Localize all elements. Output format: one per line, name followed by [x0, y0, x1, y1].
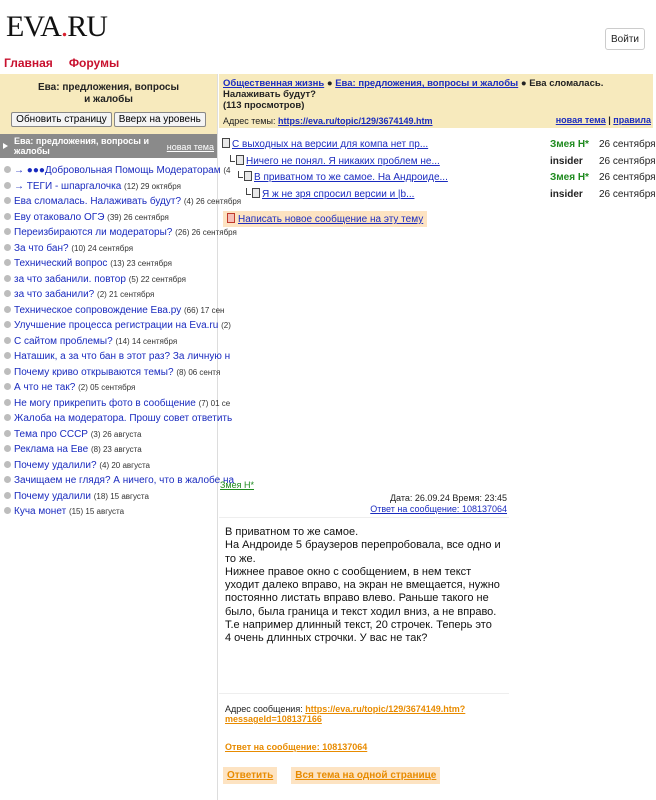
topic-meta: (4) 26 сентября	[183, 197, 242, 206]
bullet-icon	[4, 228, 11, 235]
topic-link[interactable]: А что не так?	[14, 382, 76, 393]
topic-meta: (12) 29 октября	[124, 181, 181, 191]
topic-row[interactable]	[0, 225, 237, 241]
refresh-page-button[interactable]: Обновить страницу	[11, 112, 112, 127]
topic-link[interactable]: Ева сломалась. Налаживать будут?	[14, 196, 182, 207]
reply-button[interactable]: Ответить	[223, 767, 277, 784]
main-panel	[219, 74, 656, 800]
new-document-icon	[227, 213, 235, 223]
breadcrumb-current: Ева сломалась. Налаживать будут?	[223, 78, 604, 100]
topic-link[interactable]: Жалоба на модератора. Прошу совет ответить	[14, 413, 233, 424]
bullet-icon	[4, 430, 11, 437]
document-icon	[244, 171, 252, 181]
topic-link[interactable]: → ТЕГИ - шпаргалочка	[14, 180, 122, 192]
expand-arrow-icon	[3, 143, 8, 149]
topic-row[interactable]	[0, 365, 221, 381]
bullet-icon	[4, 166, 11, 173]
topic-row[interactable]	[0, 427, 217, 443]
nav-home-link[interactable]: Главная	[4, 56, 53, 70]
tree-node-author: insider	[550, 188, 583, 200]
forum-bar[interactable]	[0, 134, 217, 158]
bullet-icon	[4, 414, 11, 421]
bullet-icon	[4, 306, 11, 313]
tree-node-date: 26 сентября	[599, 139, 656, 150]
post-body	[219, 518, 509, 693]
topic-meta: (66) 17 сен	[184, 305, 225, 315]
topic-link[interactable]: Зачищаем не глядя? А ничего, что в жалобе на	[14, 475, 235, 486]
topic-link[interactable]: Почему криво открываются темы?	[14, 366, 174, 378]
tree-node-date: 26 сентября	[599, 155, 656, 167]
topic-link[interactable]: → ●●●Добровольная Помощь Модераторам	[14, 165, 221, 176]
topic-row[interactable]	[0, 396, 231, 412]
topic-row[interactable]	[0, 210, 217, 226]
topic-meta: (8) 23 августа	[90, 445, 142, 454]
message-address-link[interactable]: https://eva.ru/topic/129/3674149.htm? messageId=108137166	[225, 704, 466, 724]
bullet-icon	[4, 352, 11, 359]
topic-address-link[interactable]: https://eva.ru/topic/129/3674149.htm	[277, 116, 433, 126]
bullet-icon	[4, 275, 11, 282]
topic-link[interactable]: Еву отаковало ОГЭ	[14, 211, 105, 223]
tree-branch-icon	[230, 155, 235, 162]
post-body-line: постоянно листать вправо влево. Раньше такого не	[225, 592, 489, 605]
topic-link[interactable]: Переизбираются ли модераторы?	[14, 227, 173, 238]
document-icon	[222, 138, 230, 148]
post-body-line: уходит далеко вправо, на экран не вмещается, нужно	[225, 579, 500, 592]
forum-bar-title: Ева: предложения, вопросы и жалобы	[14, 136, 149, 156]
topic-row[interactable]	[0, 163, 231, 179]
topic-meta: (15) 15 августа	[68, 507, 125, 516]
bullet-icon	[4, 321, 11, 328]
reply-to-link[interactable]: Ответ на сообщение: 108137064	[370, 504, 507, 514]
tree-node[interactable]	[219, 187, 656, 204]
post-body-line: то же.	[225, 552, 256, 565]
bullet-icon	[4, 476, 11, 483]
topic-link[interactable]: Тема про СССР	[14, 428, 88, 440]
post-header	[219, 478, 509, 518]
topic-link[interactable]: Техническое сопровождение Ева.ру	[14, 304, 182, 316]
site-header	[0, 0, 653, 74]
topic-meta: (2) 05 сентября	[78, 383, 136, 392]
topic-row[interactable]	[0, 489, 217, 505]
topic-link[interactable]: Куча монет	[14, 506, 67, 517]
tree-branch-icon	[238, 171, 243, 178]
reply-to-message-link[interactable]: Ответ на сообщение: 108137064	[225, 742, 368, 752]
topic-meta: (13) 23 сентября	[110, 259, 172, 268]
message-address-label: Адрес сообщения:	[225, 704, 303, 714]
topic-row[interactable]	[0, 504, 217, 520]
bullet-icon	[4, 244, 11, 251]
post-footer	[219, 693, 509, 752]
bullet-icon	[4, 197, 11, 204]
topic-row[interactable]	[0, 194, 242, 210]
login-button[interactable]: Войти	[605, 28, 645, 50]
topic-meta: (4	[223, 166, 231, 175]
topic-row[interactable]	[0, 318, 231, 334]
breadcrumb-link-public[interactable]: Общественная жизнь	[223, 78, 325, 89]
topic-meta: (8) 06 сентя	[176, 367, 221, 377]
main-nav	[4, 56, 135, 70]
tree-node-link[interactable]: В приватном то же самое. На Андроиде...	[254, 172, 448, 183]
post-actions	[219, 752, 509, 784]
section-header	[0, 74, 217, 134]
topic-meta: (14) 14 сентября	[115, 336, 178, 346]
topic-link[interactable]: за что забанили. повтор	[14, 273, 126, 285]
up-level-button[interactable]: Вверх на уровень	[114, 112, 206, 127]
topic-link[interactable]: за что забанили?	[14, 289, 95, 300]
bullet-icon	[4, 290, 11, 297]
tree-node-author: Змея Н*	[550, 172, 589, 183]
post-body-line: было, была граница и текст ходил вниз, а не вправо.	[225, 605, 497, 618]
bullet-icon	[4, 445, 11, 452]
post-body-line: Нижнее правое окно с сообщением, в нем текст	[225, 565, 472, 578]
section-title: Ева: предложения, вопросы и жалобы	[37, 82, 180, 105]
topic-link[interactable]: За что бан?	[14, 242, 69, 254]
nav-forums-link[interactable]: Форумы	[68, 56, 120, 70]
topic-link[interactable]: Наташик, а за что бан в этот раз? За личную н	[14, 351, 231, 362]
tree-branch-icon	[246, 188, 251, 195]
views-count: (113 просмотров)	[223, 100, 305, 111]
tree-node[interactable]	[219, 137, 656, 154]
bullet-icon	[4, 337, 11, 344]
topic-meta: (5) 22 сентября	[128, 274, 186, 284]
topic-meta: (26) 26 сентября	[175, 228, 237, 237]
post-body-line: На Андроиде 5 браузеров перепробовала, все одно и	[225, 539, 501, 552]
topic-link[interactable]: Реклама на Еве	[14, 444, 89, 455]
topic-row[interactable]	[0, 380, 217, 396]
tree-node-date: 26 сентября	[599, 172, 656, 183]
post-author[interactable]: Змея Н*	[220, 480, 255, 490]
tree-node-author: insider	[550, 155, 583, 167]
new-topic-link[interactable]: новая тема	[166, 142, 214, 152]
topic-meta: (7) 01 се	[198, 398, 231, 408]
write-message-link[interactable]: Написать новое сообщение на эту тему	[238, 214, 424, 225]
bullet-icon	[4, 182, 11, 189]
bullet-icon	[4, 383, 11, 390]
topic-row[interactable]	[0, 442, 217, 458]
topic-row[interactable]	[0, 241, 217, 257]
site-logo[interactable]: EVA.RU	[6, 10, 107, 43]
document-icon	[252, 188, 260, 198]
post-body-line: В приватном то же самое.	[225, 526, 359, 538]
bullet-icon	[4, 461, 11, 468]
topic-row[interactable]	[0, 272, 217, 288]
topic-meta: (39) 26 сентября	[107, 212, 169, 222]
message-post	[219, 478, 509, 784]
bullet-icon	[4, 399, 11, 406]
topic-row[interactable]	[0, 349, 231, 365]
tree-node[interactable]	[219, 170, 656, 187]
new-topic-top-link[interactable]: новая тема	[555, 115, 606, 125]
topic-address-label: Адрес темы:	[223, 116, 276, 126]
topic-row[interactable]	[0, 256, 217, 272]
topic-meta: (10) 24 сентября	[71, 243, 134, 253]
breadcrumb: Общественная жизнь ● Ева: предложения, вопросы и жалобы ● Ева сломалась. Налаживать будут? (113 просмотров) Адрес темы: https://eva.ru/topic/129/3674149.htm новая тема | правила	[219, 74, 653, 128]
topic-link[interactable]: Улучшение процесса регистрации на Eva.ru	[14, 320, 219, 331]
whole-topic-button[interactable]: Вся тема на одной странице	[291, 767, 440, 784]
tree-node-date: 26 сентября	[599, 188, 656, 200]
breadcrumb-link-forum[interactable]: Ева: предложения, вопросы и жалобы	[335, 78, 519, 89]
topic-link[interactable]: Почему удалили?	[14, 459, 97, 471]
bullet-icon	[4, 492, 11, 499]
post-body-line: Т.е например длинный текст, 20 строчек. Теперь это	[225, 619, 492, 632]
topic-row[interactable]	[0, 179, 217, 195]
tree-node-link[interactable]: С выходных на версии для компа нет пр...	[232, 139, 429, 150]
topic-meta: (18) 15 августа	[93, 491, 149, 501]
topic-row[interactable]	[0, 287, 217, 303]
topic-row[interactable]	[0, 303, 225, 319]
rules-link[interactable]: правила	[613, 115, 651, 125]
tree-node-author: Змея Н*	[550, 139, 589, 150]
tree-node-link[interactable]: Я ж не зря спросил версии и |b...	[262, 188, 415, 200]
bullet-icon	[4, 213, 11, 220]
write-message-box[interactable]	[223, 211, 427, 227]
topic-row[interactable]	[0, 334, 217, 350]
topic-link[interactable]: Почему удалили	[14, 490, 91, 502]
topic-meta: (4) 20 августа	[99, 460, 150, 470]
topic-meta: (3) 26 августа	[90, 429, 142, 439]
tree-node[interactable]	[219, 154, 656, 171]
tree-node-link[interactable]: Ничего не понял. Я никаких проблем не...	[246, 155, 440, 167]
topic-row[interactable]	[0, 411, 233, 427]
topic-row[interactable]	[0, 473, 235, 489]
message-tree	[219, 128, 656, 203]
topic-link[interactable]: С сайтом проблемы?	[14, 335, 113, 347]
document-icon	[236, 155, 244, 165]
bullet-icon	[4, 368, 11, 375]
topic-row[interactable]	[0, 458, 217, 474]
post-body-line: 4 очень длинных строчки. У вас не так?	[225, 632, 428, 645]
topic-meta: (2) 21 сентября	[97, 290, 155, 299]
bullet-icon	[4, 507, 11, 514]
topic-link[interactable]: Технический вопрос	[14, 258, 108, 269]
bullet-icon	[4, 259, 11, 266]
topic-meta: (2)	[221, 321, 231, 330]
topic-link[interactable]: Не могу прикрепить фото в сообщение	[14, 397, 196, 409]
post-datetime: Дата: 26.09.24 Время: 23:45	[389, 493, 507, 503]
